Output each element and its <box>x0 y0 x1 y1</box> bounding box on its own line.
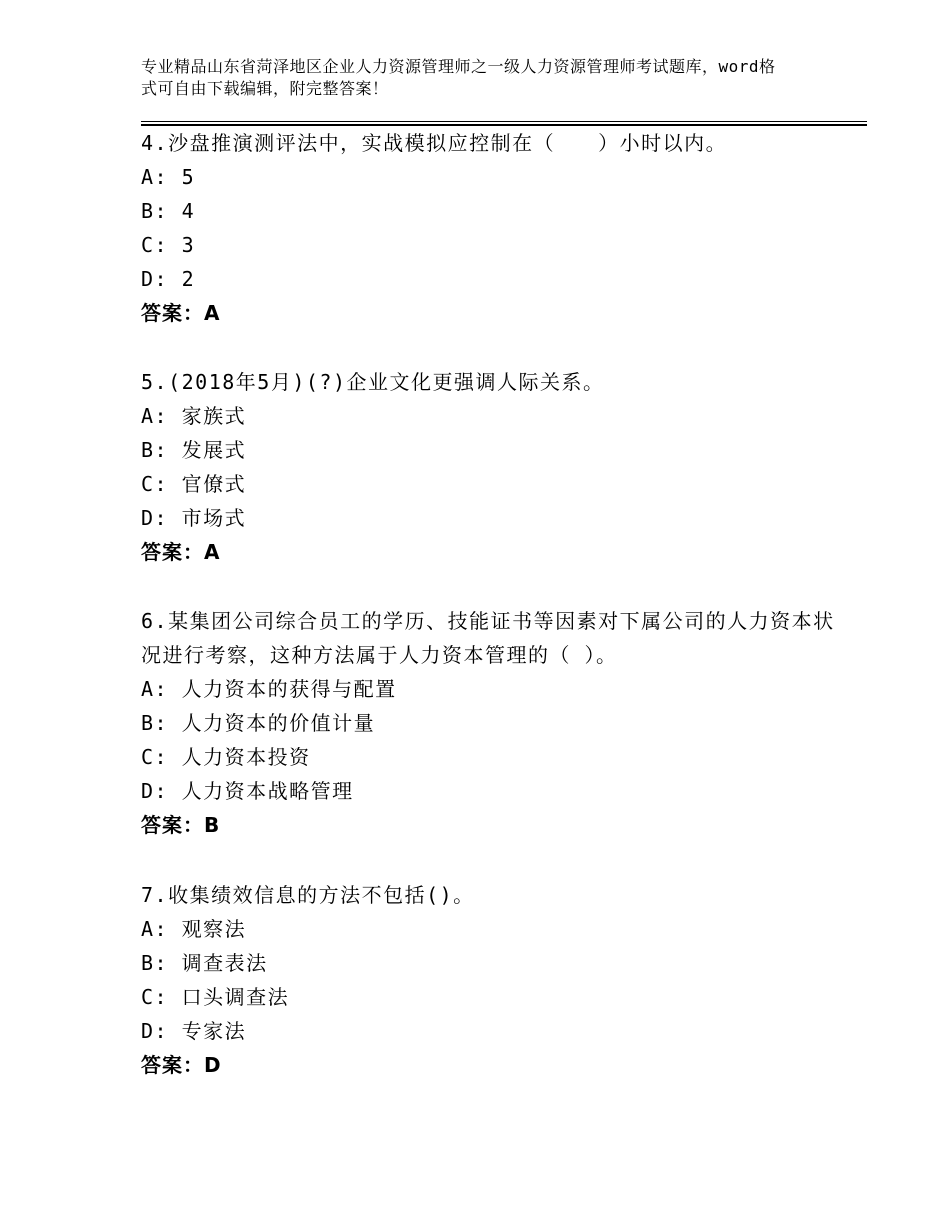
option-b: B: 人力资本的价值计量 <box>141 711 376 735</box>
question-text: 6.某集团公司综合员工的学历、技能证书等因素对下属公司的人力资本状况进行考察，这种方法属于人力资本管理的（ ）。 <box>141 609 835 667</box>
question-block <box>141 126 841 330</box>
option-d: D: 2 <box>141 267 196 291</box>
option-d: D: 专家法 <box>141 1019 247 1043</box>
option-b: B: 调查表法 <box>141 951 268 975</box>
option-c: C: 人力资本投资 <box>141 745 311 769</box>
question-block <box>141 604 841 842</box>
answer-line: 答案：A <box>141 540 221 564</box>
question-text: 7.收集绩效信息的方法不包括()。 <box>141 883 475 907</box>
question-block <box>141 878 841 1082</box>
header-divider <box>141 121 867 122</box>
answer-line: 答案：A <box>141 301 221 325</box>
question-text: 5.(2018年5月)(?)企业文化更强调人际关系。 <box>141 370 605 394</box>
option-d: D: 人力资本战略管理 <box>141 779 354 803</box>
answer-line: 答案：B <box>141 813 221 837</box>
option-d: D: 市场式 <box>141 506 247 530</box>
option-c: C: 3 <box>141 233 196 257</box>
option-a: A: 观察法 <box>141 917 247 941</box>
option-b: B: 发展式 <box>141 438 247 462</box>
option-b: B: 4 <box>141 199 196 223</box>
question-text: 4.沙盘推演测评法中，实战模拟应控制在（ ）小时以内。 <box>141 131 728 155</box>
page-header-title: 专业精品山东省菏泽地区企业人力资源管理师之一级人力资源管理师考试题库，word格式可自由下载编辑，附完整答案！ <box>141 57 776 98</box>
question-block <box>141 365 841 569</box>
option-a: A: 5 <box>141 165 196 189</box>
option-a: A: 家族式 <box>141 404 247 428</box>
option-c: C: 口头调查法 <box>141 985 290 1009</box>
answer-line: 答案：D <box>141 1053 222 1077</box>
option-c: C: 官僚式 <box>141 472 247 496</box>
option-a: A: 人力资本的获得与配置 <box>141 677 397 701</box>
